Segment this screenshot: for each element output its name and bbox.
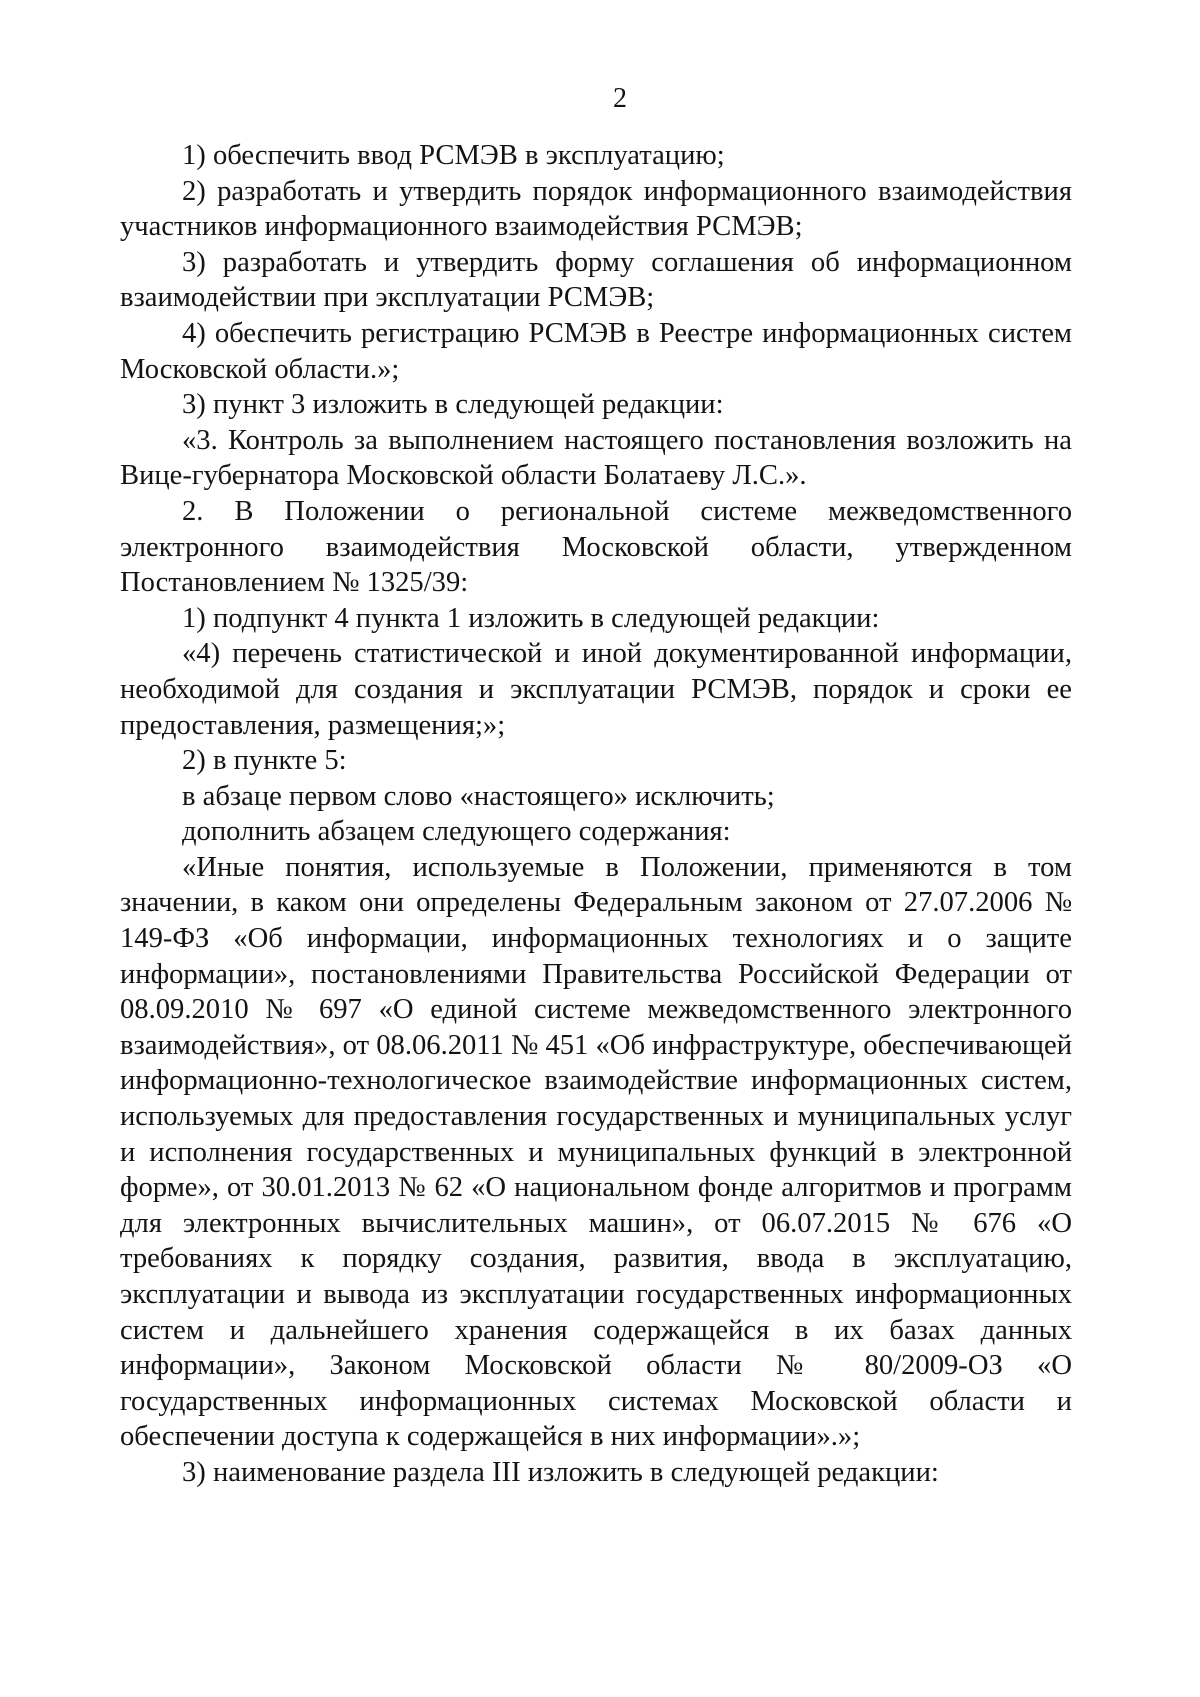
paragraph-8: 1) подпункт 4 пункта 1 изложить в следующей редакции:: [182, 602, 880, 634]
paragraph-5: 3) пункт 3 изложить в следующей редакции:: [182, 389, 724, 421]
paragraph-4: 4) обеспечить регистрацию РСМЭВ в Реестре информационных систем Московской области.»;: [120, 317, 1072, 385]
document-body: [120, 138, 1072, 1491]
paragraph-3: 3) разработать и утвердить форму соглашения об информационном взаимодействии при эксплуатации РСМЭВ;: [120, 246, 1072, 314]
paragraph-13: «Иные понятия, используемые в Положении, применяются в том значении, в каком они определены Федеральным законом от 27.07.2006 № 149-ФЗ «Об информации, информационных технологиях и о защите информации», постановлениями Правительства Российской Федерации от 08.09.2010 № 697 «О единой системе межведомственного электронного взаимодействия», от 08.06.2011 № 451 «Об инфраструктуре, обеспечивающей информационно-технологическое взаимодействие информационных систем, используемых для предоставления государственных и муниципальных услуг и исполнения государственных и муниципальных функций в электронной форме», от 30.01.2013 № 62 «О национальном фонде алгоритмов и программ для электронных вычислительных машин», от 06.07.2015 № 676 «О требованиях к порядку создания, развития, ввода в эксплуатацию, эксплуатации и вывода из эксплуатации государственных информационных систем и дальнейшего хранения содержащейся в их базах данных информации», Законом Московской области № 80/2009-ОЗ «О государственных информационных системах Московской области и обеспечении доступа к содержащейся в них информации».»;: [120, 851, 1072, 1453]
paragraph-12: дополнить абзацем следующего содержания:: [182, 816, 731, 848]
paragraph-14: 3) наименование раздела III изложить в следующей редакции:: [182, 1456, 939, 1488]
paragraph-6: «3. Контроль за выполнением настоящего постановления возложить на Вице-губернатора Московской области Болатаеву Л.С.».: [120, 424, 1072, 492]
paragraph-11: в абзаце первом слово «настоящего» исключить;: [182, 780, 775, 812]
paragraph-1: 1) обеспечить ввод РСМЭВ в эксплуатацию;: [182, 140, 725, 171]
paragraph-10: 2) в пункте 5:: [182, 745, 347, 777]
paragraph-9: «4) перечень статистической и иной документированной информации, необходимой для создания и эксплуатации РСМЭВ, порядок и сроки ее предоставления, размещения;»;: [120, 638, 1072, 741]
paragraph-7: 2. В Положении о региональной системе межведомственного электронного взаимодействия Московской области, утвержденном Постановлением № 1325/39:: [120, 495, 1072, 599]
paragraph-2: 2) разработать и утвердить порядок информационного взаимодействия участников информационного взаимодействия РСМЭВ;: [120, 175, 1072, 243]
page-number: 2: [613, 83, 627, 114]
